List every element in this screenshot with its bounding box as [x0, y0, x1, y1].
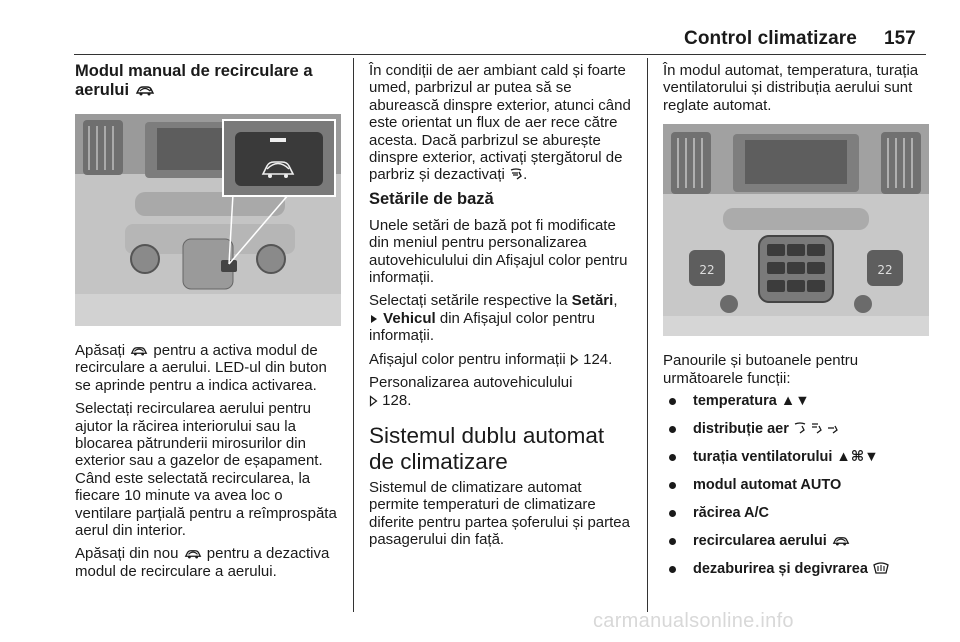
watermark: carmanualsonline.info	[593, 610, 794, 632]
column-divider	[647, 58, 648, 612]
settings-label: Setări	[571, 292, 614, 310]
recirculation-car-icon	[134, 83, 156, 97]
feature-label: recircularea aerului	[693, 533, 827, 550]
defrost-icon	[872, 561, 890, 575]
recirculation-car-icon	[129, 344, 149, 357]
air-distribution-icon	[793, 421, 841, 435]
header-rule	[74, 54, 926, 55]
climate-panel-image	[663, 124, 929, 336]
bullet	[669, 510, 676, 517]
vehicle-label: Vehicul	[383, 309, 436, 327]
paragraph	[369, 292, 635, 344]
text-run: pentru a dezactiva modul de recirculare a aerului.	[75, 545, 330, 580]
feature-label: temperatura	[693, 393, 777, 410]
text-run: ,	[613, 292, 618, 310]
section-heading-basic-settings: Setările de bază	[369, 189, 494, 208]
text-run: Apăsați	[75, 342, 126, 359]
heading-line: Modul manual de recirculare a	[75, 62, 313, 80]
bullet	[669, 566, 676, 573]
bullet	[669, 538, 676, 545]
page-reference[interactable]: 124	[583, 350, 609, 368]
page-header	[0, 0, 960, 60]
paragraph	[369, 62, 635, 184]
windscreen-defog-icon	[509, 167, 523, 181]
temperature-glyph-left: 22	[699, 263, 715, 278]
text-run: .	[523, 166, 528, 184]
recirculation-car-icon	[183, 547, 203, 560]
list-item	[663, 505, 929, 522]
paragraph: Sistemul de climatizare automat permite temperaturi de climatizare diferite pentru partea șoferului și partea pasagerului din față.	[369, 478, 630, 549]
bullet	[669, 454, 676, 461]
temperature-arrows-icon: ▲▼	[780, 393, 810, 410]
heading-line: aerului	[75, 81, 130, 99]
recirculation-button-photo	[75, 114, 341, 326]
feature-label: dezaburirea și degivrarea	[693, 561, 868, 578]
page-reference[interactable]: 128	[382, 391, 408, 409]
climate-panel-photo	[663, 124, 929, 336]
list-item	[663, 561, 929, 578]
page-number: 157	[884, 28, 916, 49]
page-reference-icon	[570, 354, 579, 366]
text-run: Apăsați din nou	[75, 545, 179, 563]
right-column	[663, 62, 929, 589]
bullet	[669, 398, 676, 405]
list-item	[663, 533, 929, 550]
paragraph	[75, 545, 341, 580]
paragraph: Personalizarea autovehiculului 128.	[369, 374, 573, 409]
bullet	[669, 482, 676, 489]
feature-label: turația ventilatorului	[693, 449, 833, 466]
middle-column	[369, 62, 635, 555]
column-divider	[353, 58, 354, 612]
dashboard-image	[75, 114, 341, 326]
paragraph: Selectați recircularea aerului pentru ajutor la răcirea interiorului sau la blocarea pătrunderii mirosurilor din exterior sau a gazelor de eșapament. Când este selectată recircularea, la fiecare 10 minute va avea loc o ventilare parțială pentru a reîmprospăta aerul din interior.	[75, 400, 337, 540]
text-run: Afișajul color pentru informații	[369, 350, 566, 368]
paragraph: În modul automat, temperatura, turația ventilatorului și distribuția aerului sunt reglate automat.	[663, 62, 919, 114]
list-item	[663, 393, 929, 410]
section-heading-dual-climate: Sistemul dublu automat de climatizare	[369, 422, 605, 474]
paragraph: Unele setări de bază pot fi modificate din meniul pentru personalizarea autovehiculului din Afișajul color pentru informații.	[369, 216, 628, 287]
text-run: Personalizarea autovehiculului	[369, 374, 573, 392]
paragraph: Panourile și butoanele pentru următoarele funcții:	[663, 352, 859, 387]
list-item	[663, 449, 929, 466]
bullet	[669, 426, 676, 433]
text-run: din Afișajul color pentru informații.	[369, 309, 595, 345]
left-column	[75, 62, 341, 586]
temperature-glyph-right: 22	[877, 263, 893, 278]
feature-label: modul automat AUTO	[693, 477, 842, 494]
section-heading-recirculation	[75, 62, 341, 100]
text-run: Selectați setările respective la	[369, 292, 568, 310]
paragraph	[75, 342, 341, 394]
text-run: pentru a activa modul de recirculare a aerului. LED-ul din buton se aprinde pentru a indica activarea.	[75, 342, 327, 394]
feature-label: răcirea A/C	[693, 505, 770, 522]
list-item	[663, 421, 929, 438]
arrow-right-icon	[369, 313, 379, 325]
feature-list	[663, 393, 929, 578]
page-reference-icon	[369, 395, 378, 407]
fan-speed-icon: ▲⌘▼	[836, 449, 879, 466]
recirculation-car-icon	[831, 534, 851, 547]
header-title: Control climatizare	[684, 28, 857, 49]
text-run: În condiții de aer ambiant cald și foarte umed, parbrizul ar putea să se aburească dinspre exterior, atunci când este orientat un flux de aer rece către acesta. Dacă parbrizul se aburește dinspre exterior, activați ștergătorul de parbriz și dezactivați	[369, 62, 631, 184]
feature-label: distribuție aer	[693, 421, 789, 438]
list-item	[663, 477, 929, 494]
paragraph: Afișajul color pentru informații 124.	[369, 350, 613, 368]
